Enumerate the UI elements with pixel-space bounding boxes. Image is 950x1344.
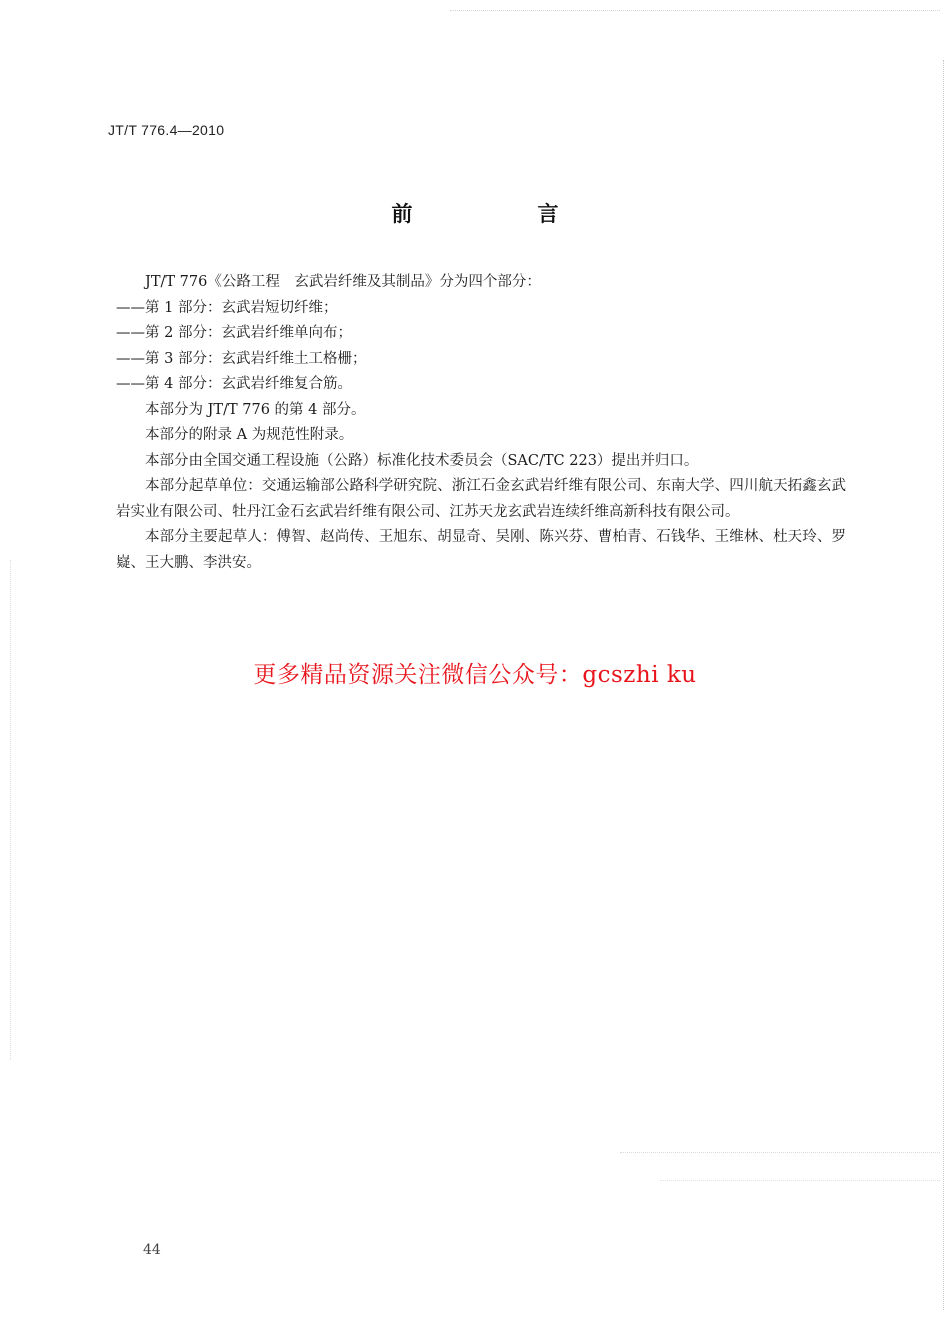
drafters-paragraph: 本部分主要起草人：傅智、赵尚传、王旭东、胡显奇、吴刚、陈兴芬、曹柏青、石钱华、王维林、杜天玲、罗嶷、王大鹏、李洪安。 bbox=[116, 529, 846, 571]
committee-line: 本部分由全国交通工程设施（公路）标准化技术委员会（SAC/TC 223）提出并归口。 bbox=[145, 452, 699, 469]
part-2-line: ——第 2 部分：玄武岩纤维单向布； bbox=[116, 325, 352, 341]
annex-line: 本部分的附录 A 为规范性附录。 bbox=[145, 427, 354, 443]
page-title: 前 言 bbox=[391, 202, 611, 226]
foreword-body bbox=[116, 270, 846, 576]
scope-line: 本部分为 JT/T 776 的第 4 部分。 bbox=[145, 401, 366, 418]
standard-code: JT/T 776.4—2010 bbox=[108, 122, 225, 138]
scan-edge-bottom bbox=[620, 1152, 940, 1153]
part-3-line: ——第 3 部分：玄武岩纤维土工格栅； bbox=[116, 350, 367, 367]
scan-edge-top bbox=[450, 10, 940, 11]
intro-line: JT/T 776《公路工程 玄武岩纤维及其制品》分为四个部分： bbox=[145, 274, 541, 290]
promo-watermark-text: 更多精品资源关注微信公众号：gcszhi ku bbox=[253, 662, 697, 688]
part-1-line: ——第 1 部分：玄武岩短切纤维； bbox=[116, 299, 338, 316]
scan-edge-left bbox=[10, 560, 11, 1060]
drafting-units-paragraph: 本部分起草单位：交通运输部公路科学研究院、浙江石金玄武岩纤维有限公司、东南大学、四川航天拓鑫玄武岩实业有限公司、牡丹江金石玄武岩纤维有限公司、江苏天龙玄武岩连续纤维高新科技有限公司。 bbox=[116, 478, 846, 520]
scan-edge-bottom-2 bbox=[660, 1180, 940, 1181]
page-number: 44 bbox=[143, 1242, 161, 1258]
part-4-line: ——第 4 部分：玄武岩纤维复合筋。 bbox=[116, 376, 352, 392]
